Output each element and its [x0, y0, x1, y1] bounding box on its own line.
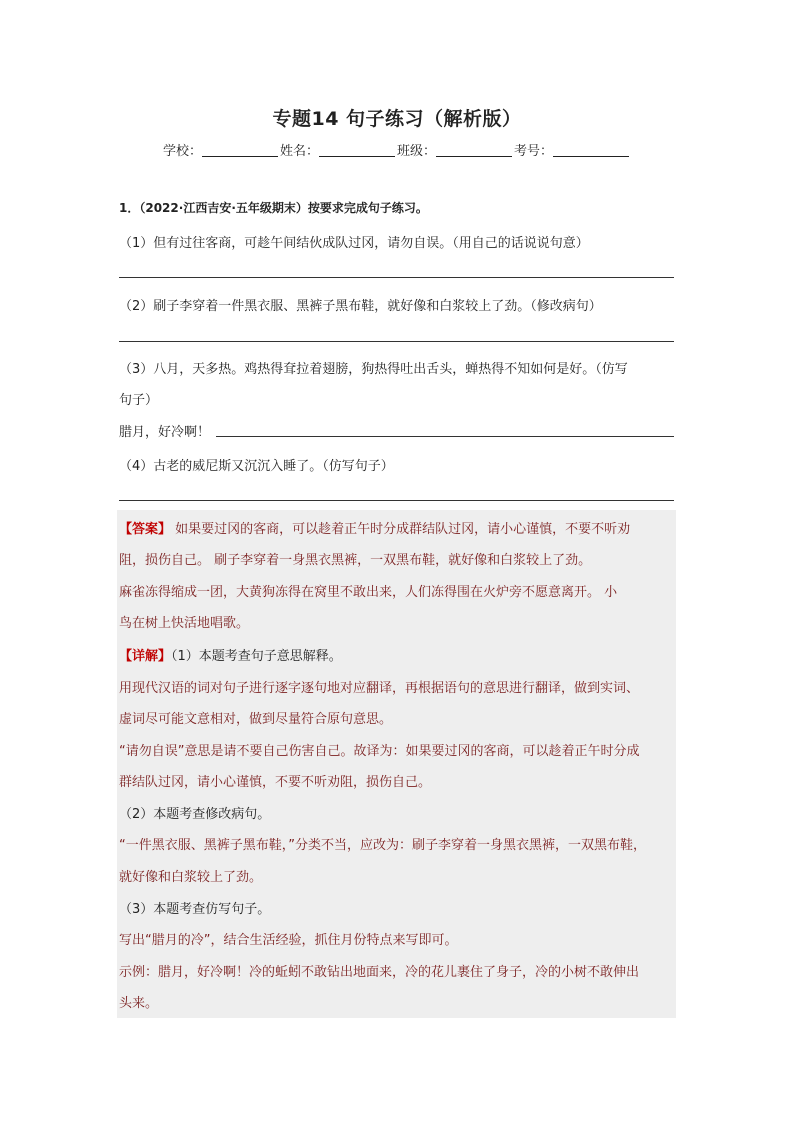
detail-1-line-4: 群结队过冈，请小心谨慎，不要不听劝阻，损伤自己。 [119, 775, 432, 790]
answer-line-a [119, 518, 630, 537]
answer-text-3: 麻雀冻得缩成一团，大黄狗冻得在窝里不敢出来，人们冻得围在火炉旁不愿意离开。 小 [119, 585, 618, 600]
school-label: 学校： [162, 144, 202, 159]
detail-3-head: （3）本题考查仿写句子。 [119, 902, 271, 917]
answer-text-2: 阻，损伤自己。 刷子李穿着一身黑衣黑裤，一双黑布鞋，就好像和白浆较上了劲。 [119, 553, 592, 568]
page-title: 专题14 句子练习（解析版） [272, 108, 522, 130]
sub-question-4: （4）古老的威尼斯又沉沉入睡了。（仿写句子） [119, 459, 394, 474]
answer-tag: 【答案】 [119, 522, 172, 537]
sub-question-3-line2: 句子） [119, 393, 159, 408]
exam-number-blank[interactable] [553, 144, 629, 157]
class-label: 班级： [397, 144, 437, 159]
name-label: 姓名： [279, 144, 319, 159]
answer-line-4[interactable] [119, 500, 674, 501]
detail-3-line-1: 写出“腊月的冷”，结合生活经验，抓住月份特点来写即可。 [119, 933, 458, 948]
sub-question-2: （2）刷子李穿着一件黑衣服、黑裤子黑布鞋，就好像和白浆较上了劲。（修改病句） [119, 299, 602, 314]
class-blank[interactable] [436, 144, 512, 157]
school-blank[interactable] [202, 144, 278, 157]
question-number: 1． [119, 201, 140, 215]
detail-1-line-3: “请勿自误”意思是请不要自己伤害自己。故译为：如果要过冈的客商，可以趁着正午时分成 [119, 744, 640, 759]
detail-1-line-2: 虚词尽可能文意相对，做到尽量符合原句意思。 [119, 712, 393, 727]
answer-text-1: 如果要过冈的客商，可以趁着正午时分成群结队过冈，请小心谨慎，不要不听劝 [175, 522, 631, 537]
question-header [119, 199, 428, 216]
name-blank[interactable] [319, 144, 395, 157]
detail-2-head: （2）本题考查修改病句。 [119, 807, 271, 822]
student-info-line [0, 140, 794, 159]
answer-line-1[interactable] [119, 277, 674, 278]
exam-number-label: 考号： [514, 144, 554, 159]
detail-tag: 【详解】 [119, 649, 172, 664]
detail-1-line-1: 用现代汉语的词对句子进行逐字逐句地对应翻译，再根据语句的意思进行翻译，做到实词、 [119, 681, 640, 696]
detail-3-line-2: 示例：腊月，好冷啊！冷的蚯蚓不敢钻出地面来，冷的花儿裹住了身子，冷的小树不敢伸出 [119, 965, 640, 980]
answer-line-3[interactable] [216, 436, 674, 437]
sub-question-3-line1: （3）八月，天多热。鸡热得耷拉着翅膀，狗热得吐出舌头，蝉热得不知如何是好。（仿写 [119, 362, 628, 377]
detail-1-head: （1）本题考查句子意思解释。 [171, 649, 342, 664]
detail-3-line-3: 头来。 [119, 996, 159, 1011]
sub-question-1: （1）但有过往客商，可趁午间结伙成队过冈，请勿自误。（用自己的话说说句意） [119, 236, 589, 251]
detail-2-line-1: “一件黑衣服、黑裤子黑布鞋，”分类不当，应改为：刷子李穿着一身黑衣黑裤，一双黑布鞋， [119, 838, 646, 853]
detail-2-line-2: 就好像和白浆较上了劲。 [119, 870, 263, 885]
sub-question-3-prompt: 腊月，好冷啊！ [119, 425, 211, 440]
detail-line-head [119, 645, 342, 664]
question-source: （2022·江西吉安·五年级期末）按要求完成句子练习。 [139, 201, 428, 215]
answer-line-2[interactable] [119, 341, 674, 342]
answer-text-4: 鸟在树上快活地唱歌。 [119, 616, 250, 631]
